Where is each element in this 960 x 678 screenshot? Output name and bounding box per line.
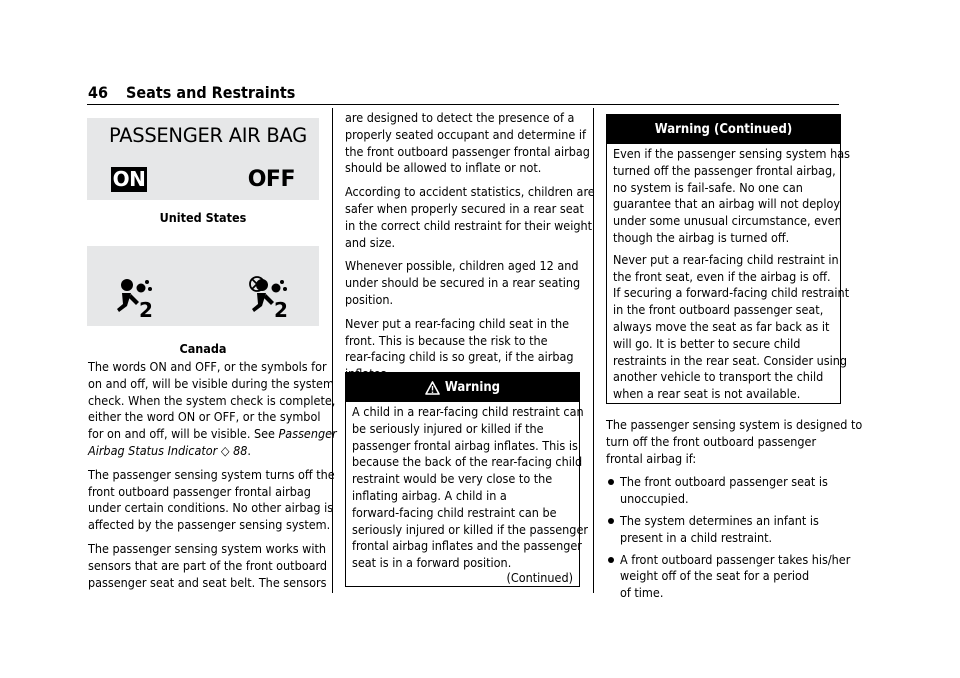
us-airbag-indicator [87,118,319,200]
warning-box [345,372,588,587]
warning-title: Warning [444,380,501,395]
paragraph: Never put a rear-facing child restraint in the front seat, even if the airbag is off. If securing a forward-facing child restraint in the front outboard passenger seat, always move the seat as far back as it will go. It is better to secure child restraints in the rear seat. Consider using another vehicle to transport the child when a rear seat is not available. [613,251,850,402]
condition-list [606,474,862,602]
icon-digit: 2 [139,298,153,318]
figure-caption: Canada [179,341,227,356]
paragraph: The passenger sensing system turns off the front outboard passenger frontal airbag under certain conditions. No other airbag is affected by the passenger sensing system. [88,466,335,533]
paragraph: The passenger sensing system is designed to turn off the front outboard passenger frontal airbag if: [606,417,863,466]
section-title: Seats and Restraints [126,83,296,102]
list-item: A front outboard passenger takes his/her weight off of the seat for a period of time. [606,552,862,602]
page-number: 46 [88,83,109,102]
cross-reference-link[interactable]: Passenger [278,426,337,442]
warning-header [346,373,579,402]
list-item: The system determines an infant is present in a child restraint. [606,513,862,547]
paragraph: are designed to detect the presence of a properly seated occupant and determine if the front outboard passenger frontal airbag should be allowed to inflate or not. [345,110,590,176]
warning-triangle-icon [425,381,440,395]
passenger-airbag-off-icon [249,276,295,318]
warning-continued-box [606,114,850,404]
warning-header: Warning (Continued) [607,115,840,144]
page-header [88,84,295,102]
column-2-text [345,110,595,390]
icon-digit: 2 [274,298,288,318]
warning-body: A child in a rear-facing child restraint can be seriously injured or killed if the passenger frontal airbag inflates. This is because the back of the rear-facing child restraint would be very close to the inflating airbag. A child in a forward-facing child restraint can be seriously injured or killed if the passenger frontal airbag inflates and the passenger seat is in a forward position. [352,404,588,571]
paragraph: Even if the passenger sensing system has turned off the passenger frontal airbag, no system is fail-safe. No one can guarantee that an airbag will not deploy under some unusual circumstance, even though the airbag is turned off. [613,146,850,245]
column-3-text [606,417,862,607]
cross-reference-link[interactable]: Airbag Status Indicator [88,442,218,458]
off-indicator: OFF [247,167,295,192]
reference-symbol: ◇ [220,442,230,458]
reference-page[interactable]: 88 [233,442,248,458]
header-rule [87,104,839,105]
paragraph: According to accident statistics, children are safer when properly secured in a rear seat in the correct child restraint for their weight and size. [345,184,595,250]
on-indicator: ON [112,167,146,191]
list-item: The front outboard passenger seat is unoccupied. [606,474,862,508]
continued-label: (Continued) [506,570,573,585]
passenger-airbag-on-icon [117,276,161,318]
paragraph: The passenger sensing system works with sensors that are part of the front outboard passenger seat and seat belt. The sensors [88,540,328,590]
figure-caption: United States [159,210,247,225]
paragraph: Whenever possible, children aged 12 and under should be secured in a rear seating position. [345,258,581,307]
warning-body [607,144,850,403]
paragraph: Never put a rear-facing child seat in the front. This is because the risk to the rear-facing child is so great, if the airbag [345,315,574,365]
indicator-title: PASSENGER AIR BAG [109,124,307,147]
canada-airbag-indicator [87,246,319,326]
column-1-text [88,359,337,598]
paragraph: The words ON and OFF, or the symbols for on and off, will be visible during the system check. When the system check is complete, either the word ON or OFF, or the symbol for on and off, will be visible. See Passenger Airbag Status Indicator ◇ 88. [88,359,337,458]
